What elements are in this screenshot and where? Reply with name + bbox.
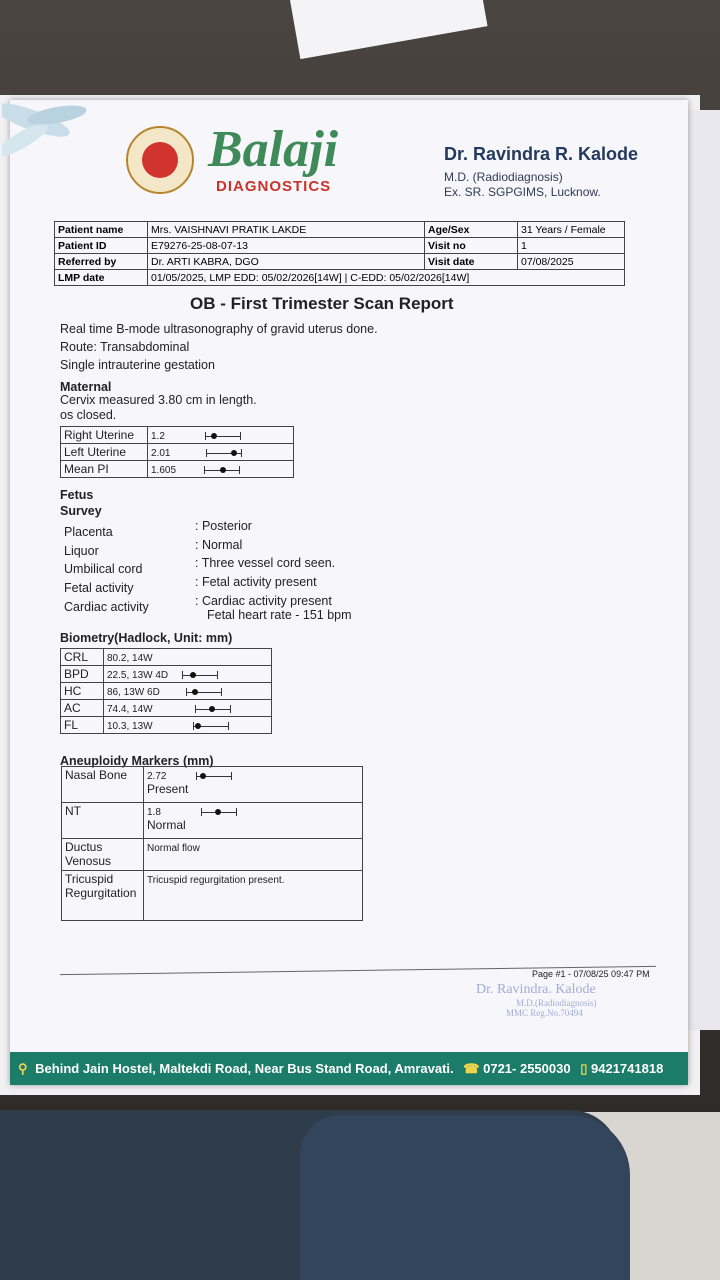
page-number: Page #1 - 07/08/25 09:47 PM (532, 969, 650, 979)
doppler-value: 1.605 (151, 465, 177, 476)
liquor-value: : Normal (195, 538, 243, 552)
aneuploidy-row (62, 839, 363, 871)
logo-emblem (126, 126, 194, 194)
report-line-2: Route: Transabdominal (60, 340, 190, 354)
range-marker-icon (195, 704, 231, 714)
biometry-heading: Biometry(Hadlock, Unit: mm) (60, 631, 233, 645)
fetus-heading: Fetus (60, 488, 94, 502)
agesex-value: 31 Years / Female (518, 222, 625, 238)
biometry-value: 74.4, 14W (107, 704, 153, 715)
biometry-value: 10.3, 13W (107, 721, 153, 732)
umbilical-cord-value: : Three vessel cord seen. (195, 556, 336, 570)
fetal-activity-value: : Fetal activity present (195, 575, 317, 589)
referred-by: Dr. ARTI KABRA, DGO (148, 254, 425, 270)
cardiac-activity-value: : Cardiac activity present (195, 594, 332, 608)
lmp-value: 01/05/2025, LMP EDD: 05/02/2026[14W] | C-EDD: 05/02/2026[14W] (148, 270, 625, 286)
referred-by-label: Referred by (55, 254, 148, 270)
aneuploidy-label: Ductus Venosus (62, 839, 144, 871)
range-marker-icon (196, 771, 232, 781)
doppler-value: 2.01 (151, 448, 171, 459)
biometry-value: 86, 13W 6D (107, 687, 160, 698)
biometry-row (61, 666, 272, 683)
aneuploidy-table (61, 766, 363, 921)
report-page (10, 100, 688, 1085)
cervix-line-2: os closed. (60, 408, 117, 422)
fetal-heart-rate: Fetal heart rate - 151 bpm (207, 608, 352, 622)
phone-mobile: 9421741818 (591, 1061, 664, 1076)
biometry-label: FL (61, 717, 104, 734)
report-title: OB - First Trimester Scan Report (190, 294, 454, 313)
report-line-3: Single intrauterine gestation (60, 358, 215, 372)
aneuploidy-row (62, 767, 363, 803)
biometry-label: AC (61, 700, 104, 717)
umbilical-cord-label: Umbilical cord (64, 562, 143, 576)
stamp-degree: M.D.(Radiodiagnosis) (516, 998, 597, 1008)
visit-no: 1 (518, 238, 625, 254)
biometry-row (61, 683, 272, 700)
biometry-label: HC (61, 683, 104, 700)
doppler-value: 1.2 (151, 431, 165, 442)
biometry-value: 80.2, 14W (107, 653, 153, 664)
doppler-label: Right Uterine (61, 427, 148, 444)
range-marker-icon (204, 465, 240, 475)
aneuploidy-note: Present (147, 782, 189, 796)
doppler-row (61, 444, 294, 461)
biometry-row (61, 700, 272, 717)
range-marker-icon (186, 687, 222, 697)
doctor-stamp (456, 982, 636, 1040)
liquor-label: Liquor (64, 544, 99, 558)
phone-landline: 0721- 2550030 (483, 1061, 571, 1076)
aneuploidy-value: 1.8 (147, 807, 161, 818)
maternal-heading: Maternal (60, 380, 112, 394)
doppler-row (61, 461, 294, 478)
doppler-row (61, 427, 294, 444)
biometry-value: 22.5, 13W 4D (107, 670, 169, 681)
range-marker-icon (205, 431, 241, 441)
patient-id: E79276-25-08-07-13 (148, 238, 425, 254)
location-pin-icon: ⚲ (18, 1061, 28, 1076)
biometry-row (61, 649, 272, 666)
patient-name-label: Patient name (55, 222, 148, 238)
aneuploidy-note: Normal (147, 818, 186, 832)
range-marker-icon (193, 721, 229, 731)
doppler-label: Mean PI (61, 461, 148, 478)
doppler-table (60, 426, 294, 478)
range-marker-icon (206, 448, 242, 458)
aneuploidy-value: 2.72 (147, 771, 167, 782)
report-line-1: Real time B-mode ultrasonography of gravid uterus done. (60, 322, 378, 336)
brand-name: Balaji (208, 121, 339, 178)
stamp-reg: MMC Reg.No.70494 (506, 1008, 583, 1018)
cervix-line-1: Cervix measured 3.80 cm in length. (60, 393, 257, 407)
agesex-label: Age/Sex (425, 222, 518, 238)
trouser-leg-right (300, 1115, 630, 1280)
biometry-label: BPD (61, 666, 104, 683)
visit-no-label: Visit no (425, 238, 518, 254)
aneuploidy-value: Normal flow (147, 843, 200, 854)
flower-decoration (2, 100, 102, 180)
patient-name: Mrs. VAISHNAVI PRATIK LAKDE (148, 222, 425, 238)
doctor-degree: M.D. (Radiodiagnosis) (444, 170, 563, 184)
aneuploidy-label: Tricuspid Regurgitation (62, 871, 144, 921)
aneuploidy-row (62, 803, 363, 839)
address-bar (10, 1052, 688, 1085)
placenta-value: : Posterior (195, 519, 252, 533)
biometry-table (60, 648, 272, 734)
survey-heading: Survey (60, 504, 102, 518)
range-marker-icon (201, 807, 237, 817)
placenta-label: Placenta (64, 525, 113, 539)
stamp-name: Dr. Ravindra. Kalode (476, 982, 596, 997)
aneuploidy-label: NT (62, 803, 144, 839)
mobile-icon: ▯ (580, 1061, 588, 1076)
aneuploidy-heading: Aneuploidy Markers (mm) (60, 754, 214, 768)
aneuploidy-value: Tricuspid regurgitation present. (147, 875, 285, 886)
brand-subtitle: DIAGNOSTICS (216, 178, 332, 195)
patient-id-label: Patient ID (55, 238, 148, 254)
clinic-address: Behind Jain Hostel, Maltekdi Road, Near Bus Stand Road, Amravati. (35, 1061, 454, 1076)
range-marker-icon (182, 670, 218, 680)
doctor-experience: Ex. SR. SGPGIMS, Lucknow. (444, 185, 601, 199)
fetal-activity-label: Fetal activity (64, 581, 134, 595)
visit-date-label: Visit date (425, 254, 518, 270)
phone-icon: ☎ (463, 1061, 480, 1076)
visit-date: 07/08/2025 (518, 254, 625, 270)
doppler-label: Left Uterine (61, 444, 148, 461)
aneuploidy-label: Nasal Bone (62, 767, 144, 803)
aneuploidy-row (62, 871, 363, 921)
biometry-label: CRL (61, 649, 104, 666)
doctor-name: Dr. Ravindra R. Kalode (444, 144, 639, 164)
cardiac-activity-label: Cardiac activity (64, 600, 149, 614)
patient-info-table (54, 221, 625, 286)
biometry-row (61, 717, 272, 734)
lmp-label: LMP date (55, 270, 148, 286)
